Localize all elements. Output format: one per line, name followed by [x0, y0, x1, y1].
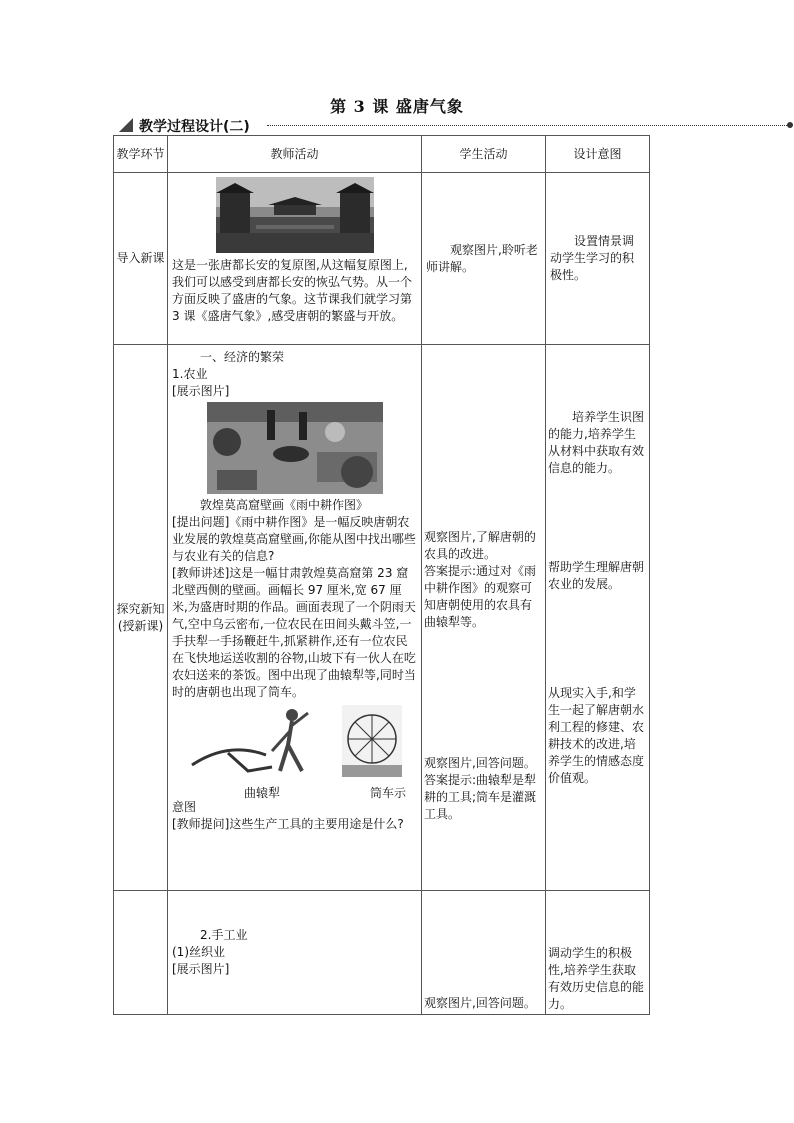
intent-text-2: 帮助学生理解唐朝农业的发展。 [548, 560, 645, 591]
agri-heading: 1.农业 [172, 367, 208, 381]
intent-text-1: 培养学生识图的能力,培养学生从材料中获取有效信息的能力。 [548, 410, 645, 475]
changan-restoration-image [216, 177, 374, 253]
teacher-cell-handicraft [168, 891, 422, 1015]
intent-cell-intro [546, 173, 650, 345]
handicraft-student-text: 观察图片,回答问题。 [424, 996, 536, 1010]
section-header [117, 116, 794, 134]
header-teacher: 教师活动 [168, 136, 422, 173]
plow-caption: 曲辕犁 [244, 786, 281, 800]
lecture-text: [教师讲述]这是一幅甘肃敦煌莫高窟第 23 窟北壁西侧的壁画。画幅长 97 厘米,宽 67 厘米,为盛唐时期的作品。画面表现了一个阴雨天气,空中乌云密布,一位农民在田间头戴斗笠,一手扶犁一手扬鞭赶牛,抓紧耕作,还有一位农民在飞快地运送收割的谷物,山坡下有一伙人在吃农妇送来的茶饭。图中出现了曲辕犁等,同时当时的唐朝也出现了筒车。 [172, 566, 416, 699]
stage-explore: 探究新知(授新课) [114, 345, 168, 891]
silk-heading: (1)丝织业 [172, 945, 225, 959]
intro-intent-text: 设置情景调动学生学习的积极性。 [550, 234, 635, 282]
show-pic-label: [展示图片] [172, 384, 230, 398]
table-header-row [114, 136, 650, 173]
teacher-cell-explore [168, 345, 422, 891]
tools-illustration [172, 705, 417, 800]
student-text-2: 答案提示:通过对《雨中耕作图》的观察可知唐朝使用的农具有曲辕犁等。 [424, 564, 537, 629]
triangle-icon [119, 118, 133, 132]
student-cell-explore [422, 345, 546, 891]
tube-wheel-image [342, 705, 402, 777]
mural-illustration [207, 402, 383, 494]
econ-heading: 一、经济的繁荣 [200, 350, 285, 364]
intro-student-text: 观察图片,聆听老师讲解。 [426, 242, 538, 274]
teacher-question: [教师提问]这些生产工具的主要用途是什么? [172, 817, 404, 831]
student-text-3: 观察图片,回答问题。 [424, 756, 536, 770]
dot-icon [787, 122, 793, 128]
header-stage: 教学环节 [114, 136, 168, 173]
lesson-table [113, 135, 650, 1015]
show-pic-label-2: [展示图片] [172, 962, 230, 976]
student-text-1: 观察图片,了解唐朝的农具的改进。 [424, 530, 536, 561]
handicraft-intent-text: 调动学生的积极性,培养学生获取有效历史信息的能力。 [548, 946, 645, 1011]
question-text: [提出问题]《雨中耕作图》是一幅反映唐朝农业发展的敦煌莫高窟壁画,你能从图中找出哪些与农业有关的信息? [172, 515, 416, 563]
table-row [114, 891, 650, 1015]
section-label: 教学过程设计(二) [139, 119, 250, 135]
stage-intro: 导入新课 [114, 173, 168, 345]
mural-caption: 敦煌莫高窟壁画《雨中耕作图》 [200, 498, 369, 512]
header-intent: 设计意图 [546, 136, 650, 173]
palace-illustration [216, 177, 374, 253]
handicraft-heading: 2.手工业 [200, 928, 248, 942]
student-cell-intro [422, 173, 546, 345]
table-row [114, 345, 650, 891]
stage-handicraft [114, 891, 168, 1015]
student-cell-handicraft [422, 891, 546, 1015]
intent-cell-handicraft [546, 891, 650, 1015]
table-row [114, 173, 650, 345]
mural-image [207, 402, 383, 494]
page-title: 第 3 课 盛唐气象 [330, 97, 464, 116]
student-text-4: 答案提示:曲辕犁是犁耕的工具;筒车是灌溉工具。 [424, 773, 537, 821]
intent-text-3: 从现实入手,和学生一起了解唐朝水利工程的修建、农耕技术的改进,培养学生的情感态度价值观。 [548, 686, 645, 785]
dotted-rule [267, 125, 787, 126]
header-student: 学生活动 [422, 136, 546, 173]
intro-text: 这是一张唐都长安的复原图,从这幅复原图上,我们可以感受到唐都长安的恢弘气势。从一个方面反映了盛唐的气象。这节课我们就学习第 3 课《盛唐气象》,感受唐朝的繁盛与开放。 [172, 258, 413, 323]
curved-plow-image [188, 705, 328, 777]
wheel-caption: 筒车示 [370, 786, 407, 800]
wheel-caption-cont: 意图 [172, 800, 197, 814]
intent-cell-explore [546, 345, 650, 891]
teacher-cell-intro [168, 173, 422, 345]
